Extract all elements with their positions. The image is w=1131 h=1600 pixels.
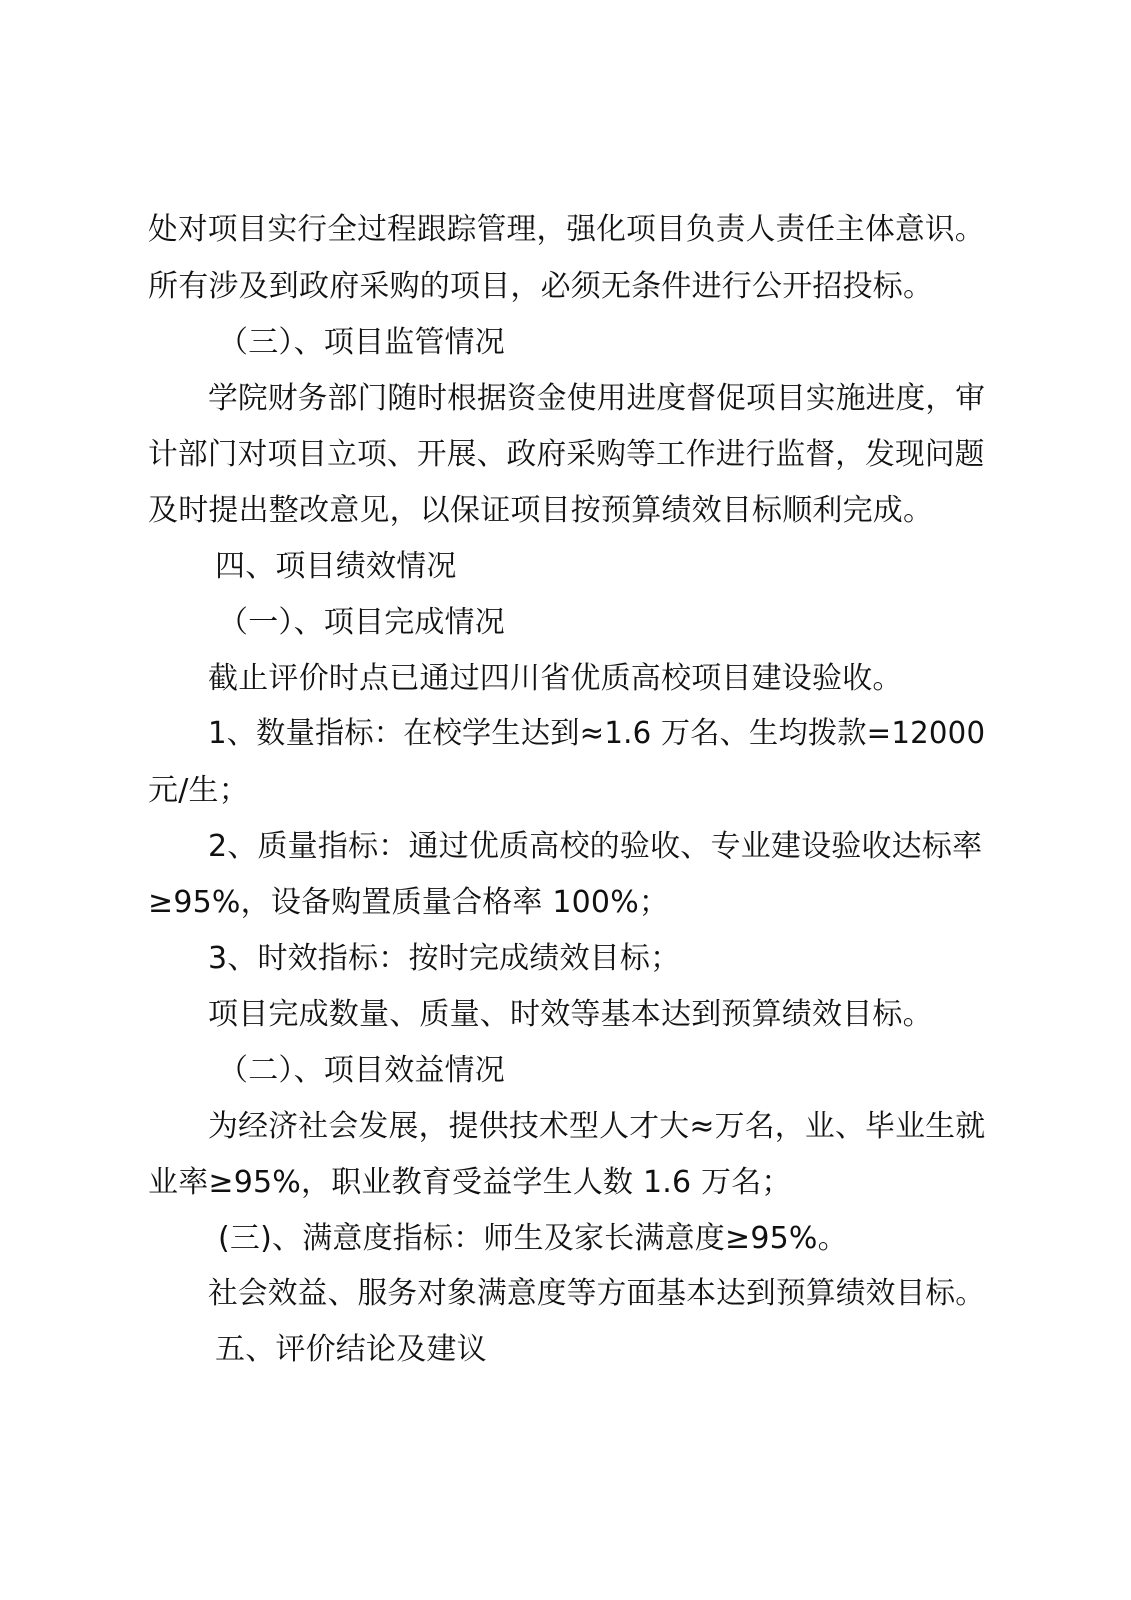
body-text-line: 业率≥95%，职业教育受益学生人数 1.6 万名； (148, 1165, 792, 1200)
body-text-line: 处对项目实行全过程跟踪管理，强化项目负责人责任主体意识。 (148, 212, 985, 247)
section-heading: 四、项目绩效情况 (215, 549, 457, 584)
body-text-line: 及时提出整改意见，以保证项目按预算绩效目标顺利完成。 (148, 493, 934, 528)
body-text-line: 3、时效指标：按时完成绩效目标； (208, 941, 681, 976)
body-text-line: 计部门对项目立项、开展、政府采购等工作进行监督，发现问题 (148, 437, 985, 472)
body-text-line: 截止评价时点已通过四川省优质高校项目建设验收。 (208, 661, 903, 696)
body-text-line: 社会效益、服务对象满意度等方面基本达到预算绩效目标。 (208, 1276, 986, 1311)
body-text-line: 1、数量指标：在校学生达到≈1.6 万名、生均拨款=12000 (208, 716, 986, 751)
body-text-line: ≥95%，设备购置质量合格率 100%； (148, 885, 670, 920)
section-heading: 五、评价结论及建议 (215, 1332, 487, 1367)
body-text-line: 学院财务部门随时根据资金使用进度督促项目实施进度，审 (208, 381, 986, 416)
body-text-line: 元/生； (148, 773, 249, 808)
body-text-line: 所有涉及到政府采购的项目，必须无条件进行公开招投标。 (148, 269, 934, 304)
section-heading: （一）、项目完成情况 (218, 605, 505, 640)
section-heading: （三）、项目监管情况 (218, 325, 505, 360)
body-text-line: (三)、满意度指标：师生及家长满意度≥95%。 (218, 1221, 848, 1256)
body-text-line: 为经济社会发展，提供技术型人才大≈万名，业、毕业生就 (208, 1109, 986, 1144)
section-heading: （二）、项目效益情况 (218, 1053, 505, 1088)
body-text-line: 项目完成数量、质量、时效等基本达到预算绩效目标。 (208, 997, 933, 1032)
body-text-line: 2、质量指标：通过优质高校的验收、专业建设验收达标率 (208, 829, 983, 864)
